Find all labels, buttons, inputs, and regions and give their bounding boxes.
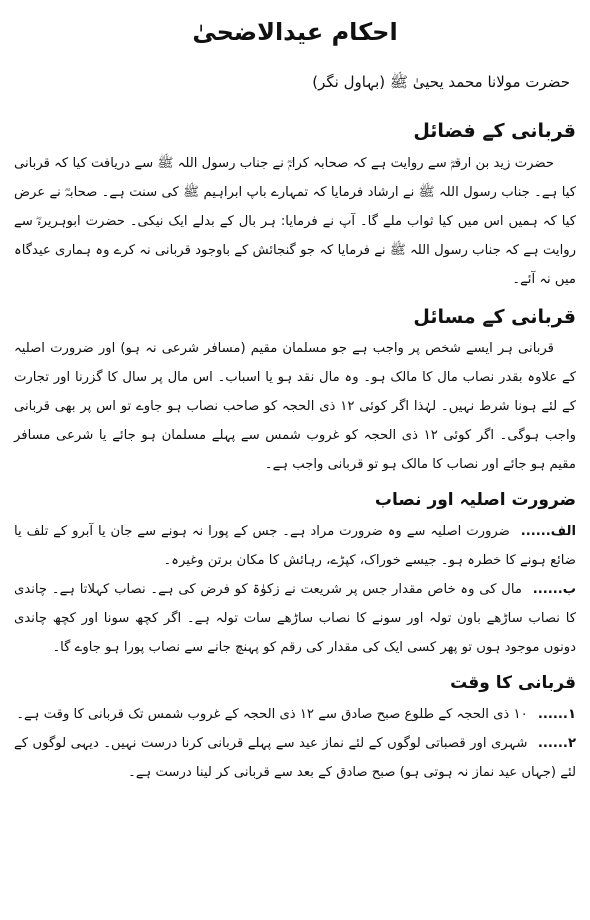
- section-time: [14, 672, 576, 787]
- section-virtues: [14, 118, 576, 294]
- list-item: [14, 517, 576, 575]
- section-heading: قربانی کے مسائل: [413, 305, 576, 328]
- list-item: [14, 700, 576, 729]
- section-heading: ضرورت اصلیہ اور نصاب: [374, 490, 576, 511]
- paragraph: قربانی ہر ایسے شخص پر واجب ہے جو مسلمان مقیم (مسافر شرعی نہ ہو) اور ضرورت اصلیہ کے علاوہ بقدر نصاب مال کا مالک ہو۔ وہ مال نقد ہو یا اسباب۔ اس مال پر سال کا گزرنا اور تجارت کے لئے ہونا شرط نہیں۔ لہٰذا اگر کوئی ۱۲ ذی الحجہ کو صاحب نصاب ہو جاوے تو اس پر بھی قربانی واجب ہوگی۔ اگر کوئی ۱۲ ذی الحجہ کو غروب شمس سے پہلے مسلمان ہو جائے یا شرعی مسافر مقیم ہو جائے اور نصاب کا مالک ہو تو قربانی واجب ہے۔: [14, 341, 576, 473]
- section-heading: قربانی کا وقت: [450, 673, 576, 694]
- list-item-text: مال کی وہ خاص مقدار جس پر شریعت نے زکوٰۃ کو فرض کی ہے۔ نصاب کہلاتا ہے۔ چاندی کا نصاب ساڑھے باون تولہ اور سونے کا نصاب ساڑھے سات تولہ ہے۔ اگر کچھ سونا اور کچھ چاندی دونوں موجود ہوں تو پھر کسی ایک کی مقدار کی رقم کو پہنچ جانے سے نصاب پورا ہو جاوے گا۔: [14, 582, 576, 656]
- list-item: [14, 575, 576, 662]
- list-marker: ۱......: [537, 707, 576, 723]
- paragraph: حضرت زید بن ارقمؓ سے روایت ہے کہ صحابہ کرامؓ نے جناب رسول اللہ ﷺ سے دریافت کیا کہ قربانی کیا ہے۔ جناب رسول اللہ ﷺ نے ارشاد فرمایا کہ تمہارے باپ ابراہیم ﷺ کی سنت ہے۔ صحابہؓ نے عرض کیا کہ ہمیں اس میں کیا ثواب ملے گا۔ آپ نے فرمایا: ہر بال کے بدلے ایک نیکی۔ حضرت ابوہریرہؓ سے روایت ہے کہ جناب رسول اللہ ﷺ نے فرمایا کہ جو گنجائش کے باوجود قربانی نہ کرے وہ ہماری عیدگاہ میں نہ آئے۔: [14, 155, 576, 287]
- list-item-text: ضرورت اصلیہ سے وہ ضرورت مراد ہے۔ جس کے پورا نہ ہونے سے جان یا آبرو کے تلف یا ضائع ہونے کا خطرہ ہو۔ جیسے خوراک، کپڑے، رہائش کا مکان برتن وغیرہ۔: [14, 524, 576, 569]
- list-marker: الف......: [520, 524, 576, 540]
- list-item-text: ۱۰ ذی الحجہ کے طلوع صبح صادق سے ۱۲ ذی الحجہ کے غروب شمس تک قربانی کا وقت ہے۔: [16, 707, 528, 723]
- section-heading: قربانی کے فضائل: [413, 120, 576, 143]
- list-marker: ۲......: [537, 736, 576, 752]
- page-title: احکام عیدالاضحیٰ: [192, 18, 398, 46]
- list-item-text: شہری اور قصباتی لوگوں کے لئے نماز عید سے پہلے قربانی کرنا درست نہیں۔ دیہی لوگوں کے لئے (جہاں عید نماز نہ ہوتی ہو) صبح صادق کے بعد سے قربانی کر لینا درست ہے۔: [14, 736, 576, 781]
- list-marker: ب......: [532, 582, 576, 598]
- author-line: حضرت مولانا محمد یحییٰ ﷺ (بہاول نگر): [312, 72, 570, 91]
- list-item: [14, 729, 576, 787]
- section-rulings: [14, 304, 576, 480]
- section-necessity-nisab: [14, 489, 576, 662]
